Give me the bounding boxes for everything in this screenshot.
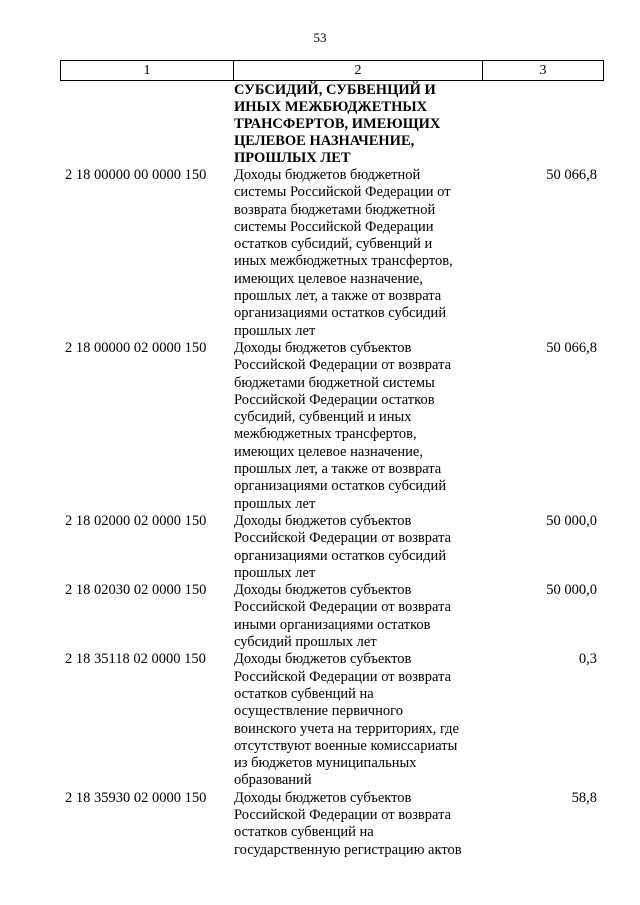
name-line: системы Российской Федерации от bbox=[234, 184, 451, 201]
continued-heading-row bbox=[60, 82, 603, 167]
revenue-code: 2 18 35930 02 0000 150 bbox=[65, 789, 207, 806]
name-line: иных межбюджетных трансфертов, bbox=[234, 253, 453, 270]
column-header-table bbox=[60, 60, 604, 81]
amount-value: 58,8 bbox=[571, 789, 597, 806]
amount-value: 50 000,0 bbox=[546, 512, 597, 529]
column-header-3: 3 bbox=[483, 61, 604, 81]
revenue-name bbox=[233, 513, 482, 582]
name-line: Доходы бюджетов бюджетной bbox=[234, 167, 421, 183]
heading-line: ТРАНСФЕРТОВ, ИМЕЮЩИХ bbox=[234, 116, 441, 132]
name-line: воинского учета на территориях, где bbox=[234, 720, 459, 737]
name-line: государственную регистрацию актов bbox=[234, 841, 462, 858]
table-cell-code bbox=[60, 82, 233, 167]
name-line: Доходы бюджетов субъектов bbox=[234, 789, 412, 806]
revenue-name bbox=[233, 167, 482, 340]
amount-value: 50 000,0 bbox=[546, 582, 597, 599]
revenue-code: 2 18 02030 02 0000 150 bbox=[65, 582, 207, 599]
column-header-row bbox=[61, 61, 604, 81]
name-line: субсидий, субвенций и иных bbox=[234, 409, 412, 426]
name-line: Доходы бюджетов субъектов bbox=[234, 582, 412, 599]
name-line: имеющих целевое назначение, bbox=[234, 270, 423, 287]
table-row bbox=[60, 513, 603, 582]
name-line: Доходы бюджетов субъектов bbox=[234, 651, 412, 668]
name-line: межбюджетных трансфертов, bbox=[234, 426, 417, 443]
name-line: Российской Федерации от возврата bbox=[234, 806, 452, 823]
name-line: Доходы бюджетов субъектов bbox=[234, 512, 412, 529]
table-row bbox=[60, 582, 603, 651]
name-line: системы Российской Федерации bbox=[234, 218, 434, 235]
revenue-name bbox=[233, 790, 482, 859]
table-cell-value bbox=[482, 82, 603, 167]
name-line: образований bbox=[234, 772, 312, 789]
heading-line: ПРОШЛЫХ ЛЕТ bbox=[234, 150, 351, 166]
name-line: прошлых лет, а также от возврата bbox=[234, 288, 442, 305]
heading-line: ЦЕЛЕВОЕ НАЗНАЧЕНИЕ, bbox=[234, 133, 415, 149]
revenue-code: 2 18 00000 00 0000 150 bbox=[65, 167, 207, 183]
column-header-1: 1 bbox=[61, 61, 234, 81]
name-line: Российской Федерации от возврата bbox=[234, 668, 452, 685]
name-line: иными организациями остатков bbox=[234, 616, 431, 633]
name-line: прошлых лет bbox=[234, 495, 316, 512]
name-line: Российской Федерации от возврата bbox=[234, 357, 452, 374]
name-line: прошлых лет, а также от возврата bbox=[234, 461, 442, 478]
column-header-2: 2 bbox=[234, 61, 483, 81]
name-line: субсидий прошлых лет bbox=[234, 634, 377, 651]
amount-value: 50 066,8 bbox=[546, 167, 597, 183]
name-line: Российской Федерации от возврата bbox=[234, 599, 452, 616]
name-line: осуществление первичного bbox=[234, 703, 403, 720]
page-number: 53 bbox=[313, 30, 327, 45]
name-line: прошлых лет bbox=[234, 564, 316, 581]
name-line: остатков субвенций на bbox=[234, 685, 374, 702]
table-row bbox=[60, 167, 603, 340]
continued-heading bbox=[233, 82, 482, 167]
name-line: Доходы бюджетов субъектов bbox=[234, 339, 412, 356]
table-row bbox=[60, 790, 603, 859]
name-line: остатков субсидий, субвенций и bbox=[234, 236, 433, 253]
revenue-name bbox=[233, 651, 482, 789]
amount-value: 0,3 bbox=[578, 651, 597, 668]
table-body bbox=[60, 82, 603, 859]
name-line: организациями остатков субсидий bbox=[234, 478, 447, 495]
name-line: организациями остатков субсидий bbox=[234, 547, 447, 564]
name-line: остатков субвенций на bbox=[234, 824, 374, 841]
name-line: прошлых лет bbox=[234, 322, 316, 339]
table-row bbox=[60, 651, 603, 789]
name-line: имеющих целевое назначение, bbox=[234, 443, 423, 460]
revenue-name bbox=[233, 582, 482, 651]
revenue-code: 2 18 00000 02 0000 150 bbox=[65, 339, 207, 356]
name-line: бюджетами бюджетной системы bbox=[234, 374, 435, 391]
heading-line: СУБСИДИЙ, СУБВЕНЦИЙ И bbox=[234, 82, 436, 98]
revenue-code: 2 18 35118 02 0000 150 bbox=[65, 651, 206, 668]
name-line: Российской Федерации от возврата bbox=[234, 530, 452, 547]
table-row bbox=[60, 340, 603, 513]
name-line: Российской Федерации остатков bbox=[234, 391, 435, 408]
name-line: возврата бюджетами бюджетной bbox=[234, 201, 436, 218]
heading-line: ИНЫХ МЕЖБЮДЖЕТНЫХ bbox=[234, 99, 428, 115]
name-line: отсутствуют военные комиссариаты bbox=[234, 737, 458, 754]
name-line: из бюджетов муниципальных bbox=[234, 755, 417, 772]
amount-value: 50 066,8 bbox=[546, 339, 597, 356]
revenue-name bbox=[233, 340, 482, 513]
name-line: организациями остатков субсидий bbox=[234, 305, 447, 322]
revenue-code: 2 18 02000 02 0000 150 bbox=[65, 512, 207, 529]
